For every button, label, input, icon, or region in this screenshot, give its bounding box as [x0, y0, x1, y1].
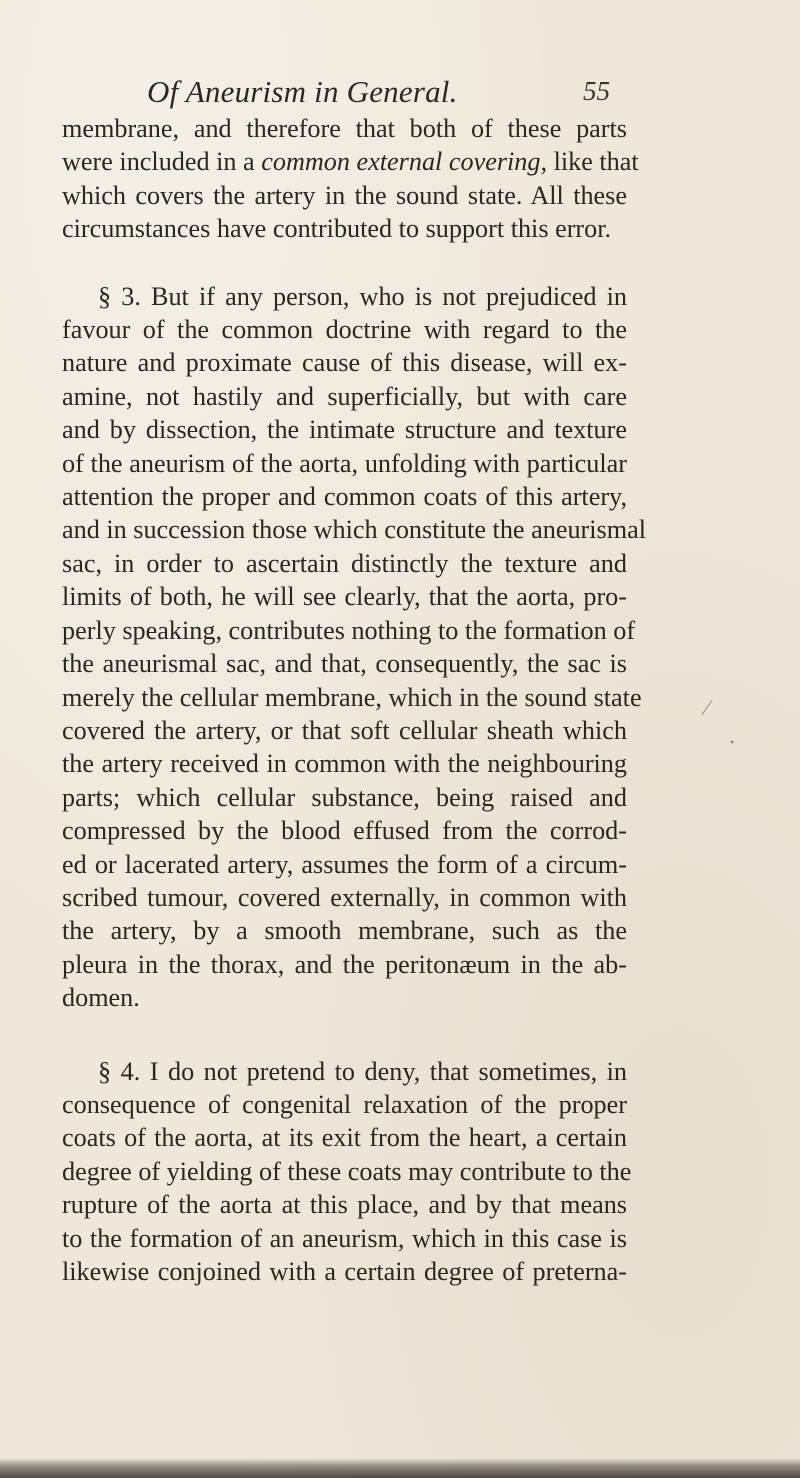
- margin-pencil-mark: ⁄: [705, 695, 709, 720]
- text-line: the aneurismal sac, and that, consequently, the sac is: [62, 649, 627, 679]
- text-line: perly speaking, contributes nothing to the formation of: [62, 615, 636, 645]
- text-line: of the aneurism of the aorta, unfolding with particular: [62, 448, 627, 478]
- text-line: to the formation of an aneurism, which in this case is: [62, 1223, 627, 1253]
- text-fragment: like that: [547, 147, 639, 177]
- text-line: compressed by the blood effused from the corrod-: [62, 816, 627, 846]
- text-line: pleura in the thorax, and the peritonæum in the ab-: [62, 949, 627, 979]
- text-line: circumstances have contributed to support this error.: [62, 214, 612, 244]
- text-line: sac, in order to ascertain distinctly the texture and: [62, 548, 627, 578]
- text-line: degree of yielding of these coats may contribute to the: [62, 1156, 632, 1186]
- text-line: membrane, and therefore that both of these parts: [62, 114, 627, 143]
- body-text: [62, 112, 646, 1288]
- text-line: parts; which cellular substance, being raised and: [62, 782, 627, 812]
- text-line: limits of both, he will see clearly, that the aorta, pro-: [62, 582, 627, 612]
- text-line: [62, 145, 639, 178]
- text-line: rupture of the aorta at this place, and by that means: [62, 1190, 627, 1220]
- text-line: and in succession those which constitute the aneurismal: [62, 515, 646, 545]
- text-line: favour of the common doctrine with regard to the: [62, 315, 627, 345]
- paragraph-1: [62, 112, 639, 246]
- text-line: amine, not hastily and superficially, but with care: [62, 381, 627, 411]
- italic-phrase: common external covering,: [261, 147, 548, 177]
- running-head: [0, 74, 800, 114]
- page-bottom-edge: [0, 1458, 800, 1478]
- text-line: and by dissection, the intimate structure and texture: [62, 415, 627, 445]
- paragraph-section-3: [62, 280, 646, 1015]
- text-fragment: were included in a: [62, 147, 262, 177]
- page-number: 55: [583, 76, 610, 106]
- text-line: covered the artery, or that soft cellular sheath which: [62, 715, 627, 745]
- text-line: scribed tumour, covered externally, in common with: [62, 882, 627, 912]
- text-line: consequence of congenital relaxation of the proper: [62, 1089, 627, 1119]
- text-line: domen.: [62, 983, 140, 1013]
- paragraph-section-4: [62, 1055, 632, 1289]
- text-line: attention the proper and common coats of this artery,: [62, 482, 627, 512]
- running-title: Of Aneurism in General.: [147, 74, 458, 109]
- text-line: merely the cellular membrane, which in the sound state: [62, 682, 642, 712]
- text-line: § 3. But if any person, who is not prejudiced in: [98, 281, 627, 311]
- text-line: the artery received in common with the neighbouring: [62, 749, 627, 779]
- text-line: § 4. I do not pretend to deny, that sometimes, in: [98, 1056, 627, 1086]
- text-line: likewise conjoined with a certain degree of preterna-: [62, 1257, 627, 1286]
- text-line: which covers the artery in the sound state. All these: [62, 180, 627, 210]
- text-line: the artery, by a smooth membrane, such as the: [62, 916, 627, 946]
- text-line: ed or lacerated artery, assumes the form of a circum-: [62, 849, 627, 879]
- text-line: coats of the aorta, at its exit from the heart, a certain: [62, 1123, 627, 1153]
- margin-dot: •: [730, 735, 735, 749]
- text-line: nature and proximate cause of this disease, will ex-: [62, 348, 627, 378]
